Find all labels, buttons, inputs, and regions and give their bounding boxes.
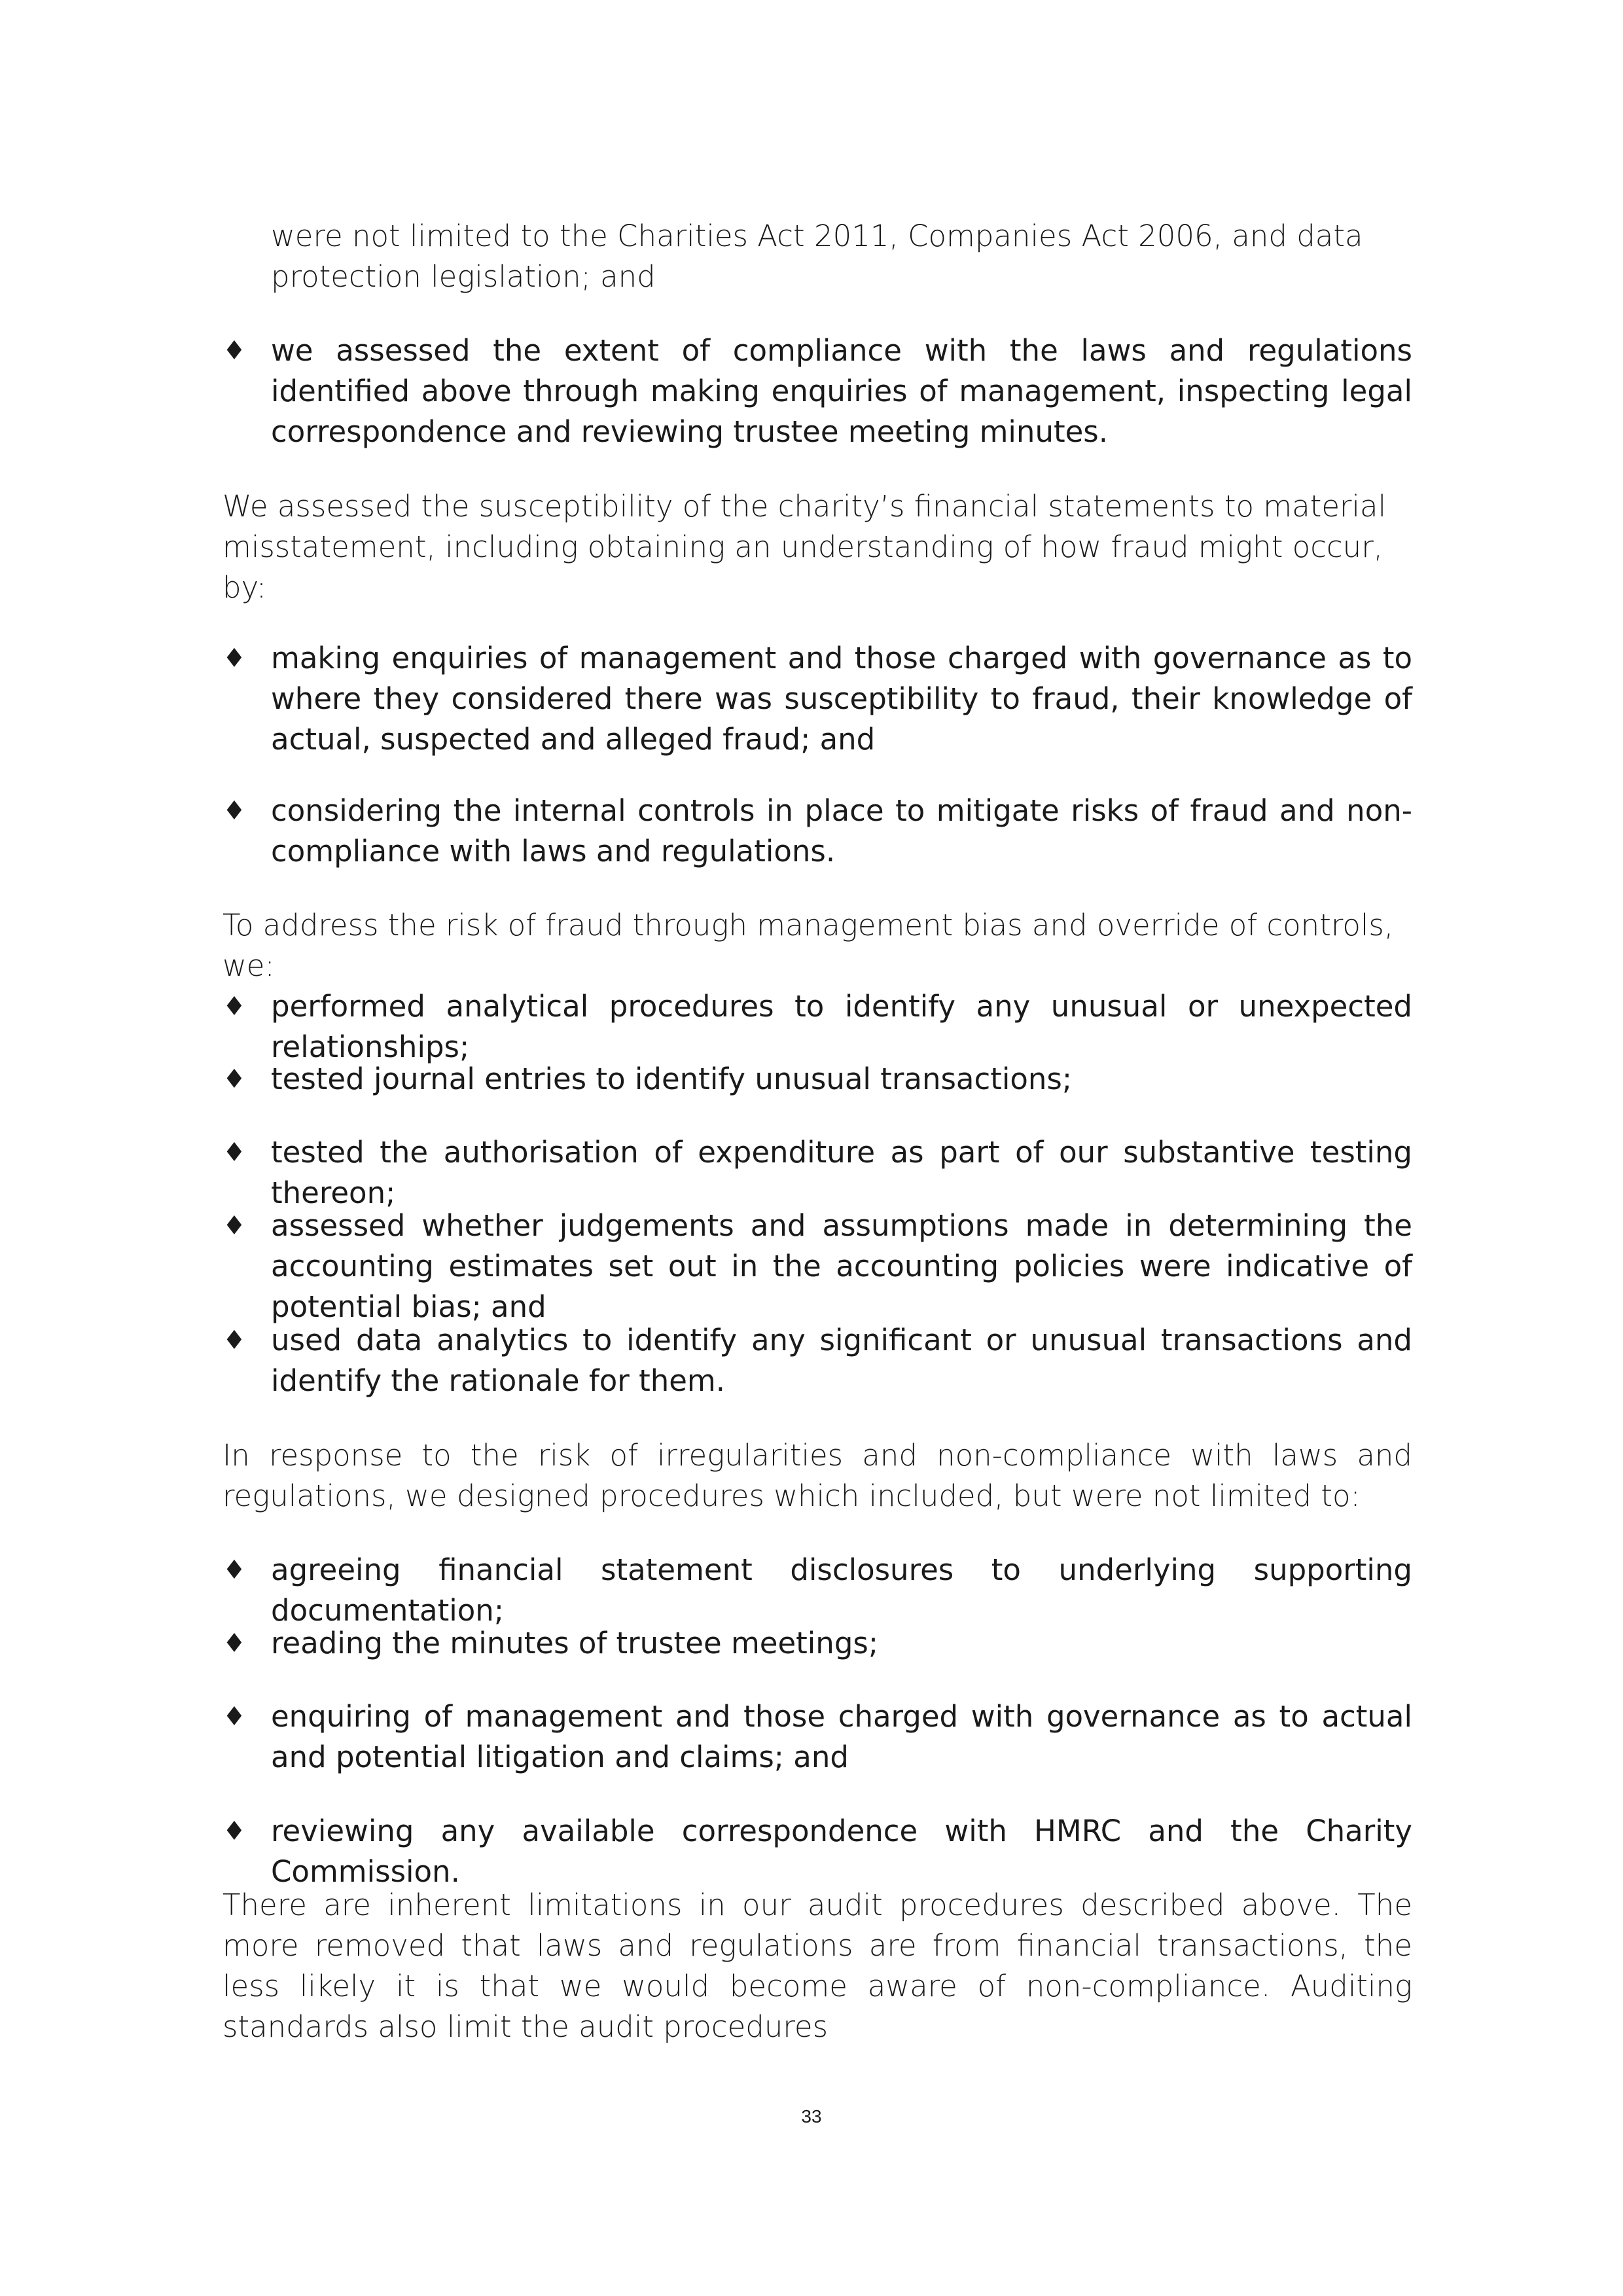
diamond-bullet-icon: ♦ — [223, 1628, 246, 1659]
paragraph-limitations: There are inherent limitations in our audit procedures described above. The more removed that laws and regulations are from financial transactions, the less likely it is that we would become aware of non-compliance. Auditing standards also limit the audit procedures — [223, 1888, 1412, 2044]
bullet-text: reviewing any available correspondence with HMRC and the Charity Commission. — [271, 1814, 1412, 1889]
list-item — [223, 986, 1412, 1067]
diamond-bullet-icon: ♦ — [223, 1064, 246, 1094]
paragraph-susceptibility: We assessed the susceptibility of the charity’s financial statements to material misstatement, including obtaining an understanding of how fraud might occur, by: — [223, 489, 1387, 605]
diamond-bullet-icon: ♦ — [223, 1702, 246, 1732]
bullet-text: performed analytical procedures to identify any unusual or unexpected relationships; — [271, 989, 1412, 1064]
list-item — [223, 1132, 1412, 1213]
paragraph-irregularities: In response to the risk of irregularities and non-compliance with laws and regulations, we designed procedures which included, but were not limited to: — [223, 1438, 1412, 1513]
list-item — [223, 638, 1412, 760]
bullet-text: reading the minutes of trustee meetings; — [271, 1626, 878, 1660]
bullet-text: enquiring of management and those charged with governance as to actual and potential litigation and claims; and — [271, 1699, 1412, 1774]
diamond-bullet-icon: ♦ — [223, 1211, 246, 1241]
list-item — [223, 1623, 1412, 1664]
continuation-text: were not limited to the Charities Act 2011, Companies Act 2006, and data protection legislation; and — [271, 219, 1363, 294]
diamond-bullet-icon: ♦ — [223, 1555, 246, 1585]
list-item — [223, 1206, 1412, 1327]
bullet-text: used data analytics to identify any significant or unusual transactions and identify the rationale for them. — [271, 1323, 1412, 1398]
list-item — [223, 1059, 1412, 1100]
diamond-bullet-icon: ♦ — [223, 336, 246, 366]
list-item — [223, 1811, 1412, 1892]
bullet-text: tested journal entries to identify unusual transactions; — [271, 1062, 1073, 1096]
bullet-text: agreeing financial statement disclosures to underlying supporting documentation; — [271, 1552, 1412, 1628]
bullet-text: making enquiries of management and those charged with governance as to where they considered there was susceptibility to fraud, their knowledge of actual, suspected and alleged fraud; and — [271, 641, 1412, 757]
diamond-bullet-icon: ♦ — [223, 992, 246, 1022]
list-item — [223, 1696, 1412, 1778]
diamond-bullet-icon: ♦ — [223, 1138, 246, 1168]
paragraph-management-bias: To address the risk of fraud through management bias and override of controls, we: — [223, 908, 1394, 983]
list-item — [223, 791, 1412, 872]
list-item — [223, 1550, 1412, 1631]
diamond-bullet-icon: ♦ — [223, 1816, 246, 1846]
bullet-text: tested the authorisation of expenditure as part of our substantive testing thereon; — [271, 1135, 1412, 1210]
diamond-bullet-icon: ♦ — [223, 1325, 246, 1355]
list-item — [223, 1320, 1412, 1401]
diamond-bullet-icon: ♦ — [223, 643, 246, 673]
bullet-text: considering the internal controls in place to mitigate risks of fraud and non-compliance with laws and regulations. — [271, 793, 1412, 869]
bullet-text: we assessed the extent of compliance with the laws and regulations identified above through making enquiries of management, inspecting legal correspondence and reviewing trustee meeting minutes. — [271, 333, 1412, 449]
bullet-text: assessed whether judgements and assumptions made in determining the accounting estimates set out in the accounting policies were indicative of potential bias; and — [271, 1208, 1412, 1324]
list-item — [223, 331, 1412, 452]
diamond-bullet-icon: ♦ — [223, 796, 246, 826]
page-number: 33 — [801, 2106, 822, 2126]
